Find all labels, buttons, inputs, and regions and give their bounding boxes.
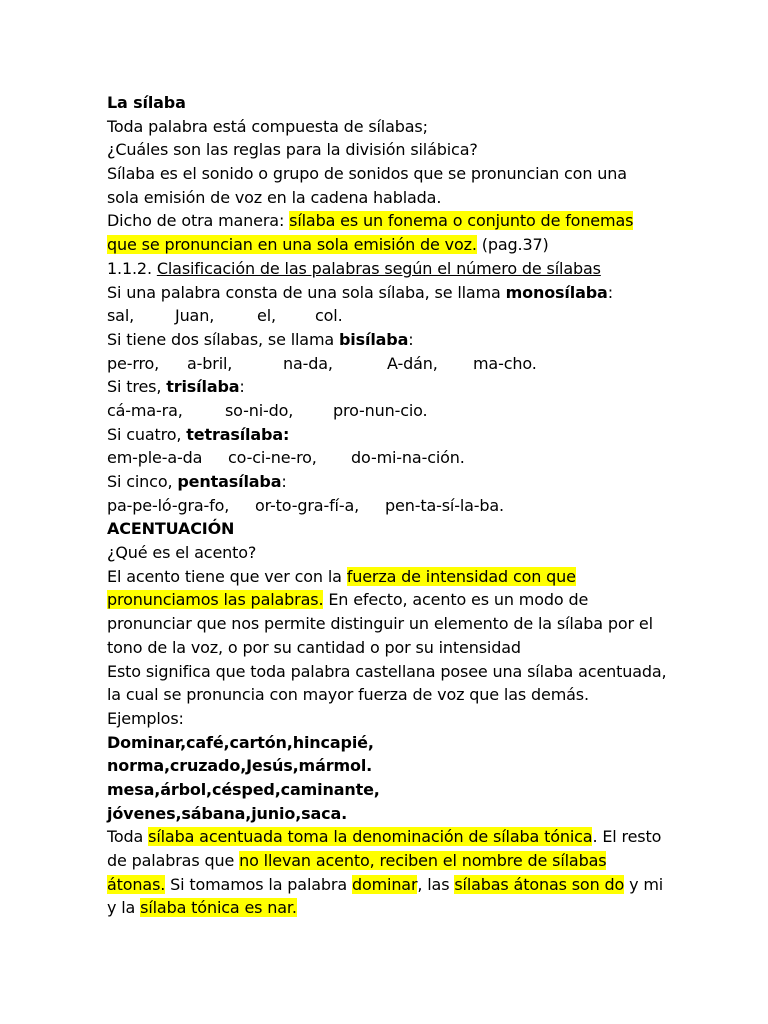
page-title: La sílaba <box>107 93 186 112</box>
accent-heading: ACENTUACIÓN <box>107 519 235 539</box>
text-line: Sílaba es el sonido o grupo de sonidos que se pronuncian con una <box>107 164 627 184</box>
highlight: sílabas átonas son do <box>454 874 625 894</box>
highlight: pronunciamos las palabras. <box>107 590 324 610</box>
text-line: tono de la voz, o por su cantidad o por su intensidad <box>107 637 521 657</box>
tri-line: Si tres, trisílaba: <box>107 377 245 397</box>
text-line: y la sílaba tónica es nar. <box>107 898 297 918</box>
highlight: átonas. <box>107 874 166 894</box>
text-line: sola emisión de voz en la cadena hablada. <box>107 187 442 207</box>
highlight: fuerza de intensidad con que <box>346 566 576 586</box>
text-line: ¿Qué es el acento? <box>107 543 257 563</box>
text-line: de palabras que no llevan acento, reciben el nombre de sílabas <box>107 851 607 870</box>
word-row-tri: cá-ma-ra, so-ni-do, pro-nun-cio. <box>107 400 428 420</box>
example-row: Dominar,café,cartón,hincapié, <box>107 732 374 752</box>
highlight: que se pronuncian en una sola emisión de voz. <box>107 235 477 255</box>
mono-line: Si una palabra consta de una sola sílaba, se llama monosílaba: <box>107 282 613 302</box>
highlight: sílaba acentuada toma la denominación de sílaba tónica <box>148 827 593 847</box>
highlight: sílaba es un fonema o conjunto de fonemas <box>289 211 634 231</box>
section-heading: 1.1.2. Clasificación de las palabras según el número de sílabas <box>107 258 601 278</box>
word-row-mono: sal, Juan, el, col. <box>107 306 343 326</box>
text-line: Toda sílaba acentuada toma la denominación de sílaba tónica. El resto <box>107 827 662 847</box>
text-line: pronunciar que nos permite distinguir un elemento de la sílaba por el <box>107 614 653 634</box>
highlight: no llevan acento, reciben el nombre de sílabas <box>239 851 607 870</box>
tetra-line: Si cuatro, tetrasílaba: <box>107 424 290 444</box>
text-line: Toda palabra está compuesta de sílabas; <box>107 116 428 136</box>
word-row-penta: pa-pe-ló-gra-fo, or-to-gra-fí-a, pen-ta-sí-la-ba. <box>107 495 504 515</box>
text-line: ¿Cuáles son las reglas para la división silábica? <box>107 140 478 160</box>
example-row: mesa,árbol,césped,caminante, <box>107 779 380 799</box>
text-line: El acento tiene que ver con la fuerza de intensidad con que <box>107 566 576 586</box>
definition-line: que se pronuncian en una sola emisión de voz. (pag.37) <box>107 235 549 255</box>
text-line: pronunciamos las palabras. En efecto, acento es un modo de <box>107 590 589 610</box>
example-row: norma,cruzado,Jesús,mármol. <box>107 756 373 776</box>
highlight: sílaba tónica es nar. <box>140 898 297 918</box>
text-line: átonas. Si tomamos la palabra dominar, las sílabas átonas son do y mi <box>107 874 664 894</box>
bi-line: Si tiene dos sílabas, se llama bisílaba: <box>107 329 414 349</box>
text-line: Esto significa que toda palabra castellana posee una sílaba acentuada, <box>107 661 667 681</box>
highlight: dominar <box>351 874 418 894</box>
definition-line: Dicho de otra manera: sílaba es un fonema o conjunto de fonemas <box>107 211 634 231</box>
word-row-tetra: em-ple-a-da co-ci-ne-ro, do-mi-na-ción. <box>107 448 465 468</box>
example-row: jóvenes,sábana,junio,saca. <box>107 803 348 823</box>
word-row-bi: pe-rro, a-bril, na-da, A-dán, ma-cho. <box>107 353 537 373</box>
text-line: la cual se pronuncia con mayor fuerza de voz que las demás. <box>107 685 589 705</box>
examples-label: Ejemplos: <box>107 708 184 728</box>
penta-line: Si cinco, pentasílaba: <box>107 472 287 491</box>
